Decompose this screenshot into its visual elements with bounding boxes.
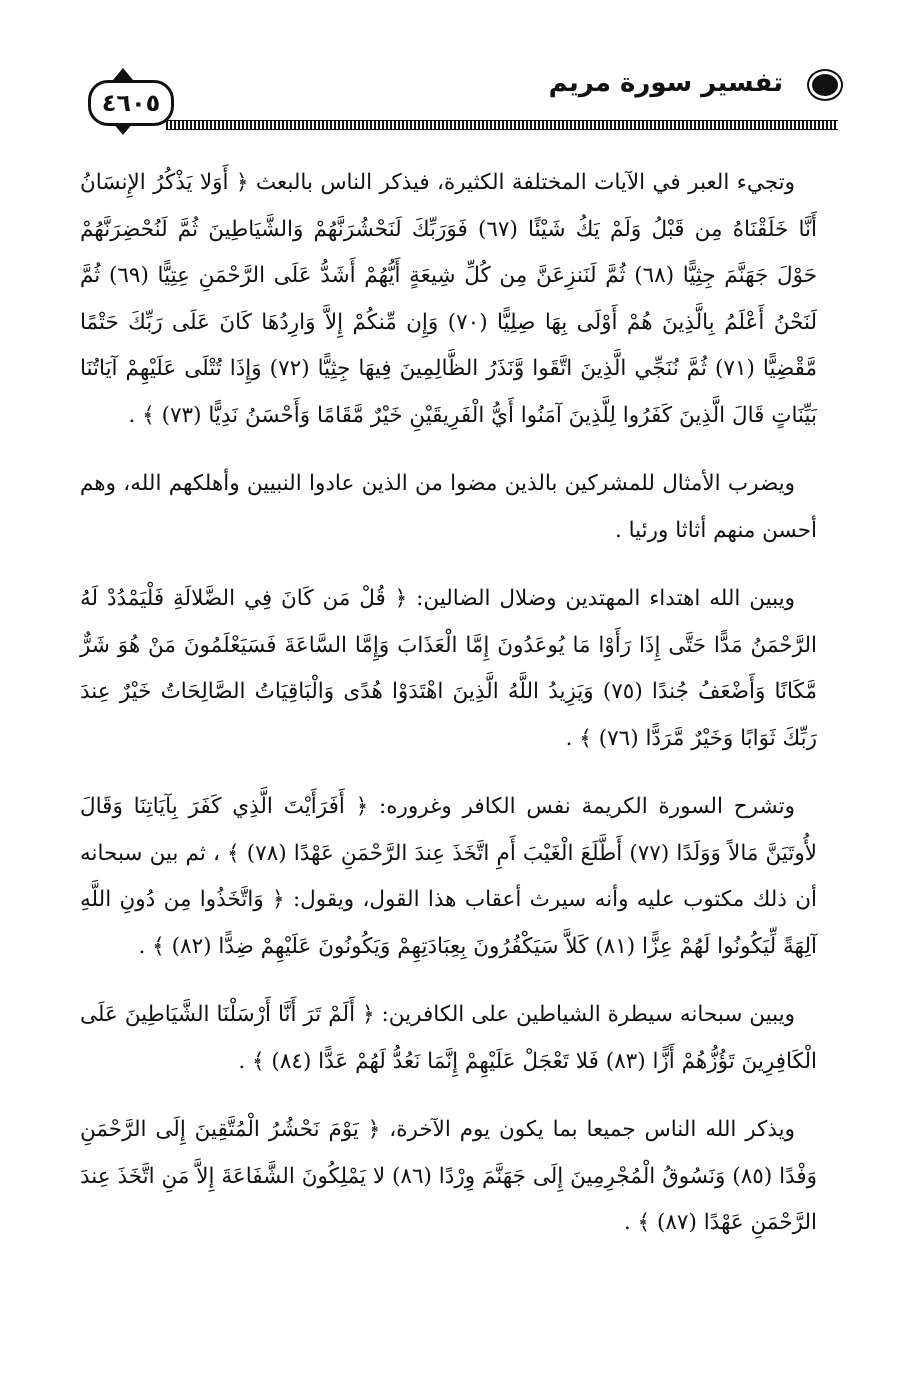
paragraph: وتجيء العبر في الآيات المختلفة الكثيرة، فيذكر الناس بالبعث ﴿ أَوَلا يَذْكُرُ الإِنسَانُ أَنَّا خَلَقْنَاهُ مِن قَبْلُ وَلَمْ يَكُ شَيْئًا (٦٧) فَوَرَبِّكَ لَنَحْشُرَنَّهُمْ وَالشَّيَاطِينَ ثُمَّ لَنُحْضِرَنَّهُمْ حَوْلَ جَهَنَّمَ جِثِيًّا (٦٨) ثُمَّ لَنَنزِعَنَّ مِن كُلِّ شِيعَةٍ أَيُّهُمْ أَشَدُّ عَلَى الرَّحْمَنِ عِتِيًّا (٦٩) ثُمَّ لَنَحْنُ أَعْلَمُ بِالَّذِينَ هُمْ أَوْلَى بِهَا صِلِيًّا (٧٠) وَإِن مِّنكُمْ إِلاَّ وَارِدُهَا كَانَ عَلَى رَبِّكَ حَتْمًا مَّقْضِيًّا (٧١) ثُمَّ نُنَجِّي الَّذِينَ اتَّقَوا وَّنَذَرُ الظَّالِمِينَ فِيهَا جِثِيًّا (٧٢) وَإِذَا تُتْلَى عَلَيْهِمْ آيَاتُنَا بَيِّنَاتٍ قَالَ الَّذِينَ كَفَرُوا لِلَّذِينَ آمَنُوا أَيُّ الْفَرِيقَيْنِ خَيْرٌ مَّقَامًا وَأَحْسَنُ نَدِيًّا (٧٣) ﴾ .: [80, 170, 818, 428]
paragraph: وتشرح السورة الكريمة نفس الكافر وغروره: ﴿ أَفَرَأَيْتَ الَّذِي كَفَرَ بِآيَاتِنَا وَقَالَ لأُوتَيَنَّ مَالاً وَوَلَدًا (٧٧) أَطَّلَعَ الْغَيْبَ أَمِ اتَّخَذَ عِندَ الرَّحْمَنِ عَهْدًا (٧٨) ﴾ ، ثم بين سبحانه أن ذلك مكتوب عليه وأنه سيرث أعقاب هذا القول، ويقول: ﴿ وَاتَّخَذُوا مِن دُونِ اللَّهِ آلِهَةً لِّيَكُونُوا لَهُمْ عِزًّا (٨١) كَلاَّ سَيَكْفُرُونَ بِعِبَادَتِهِمْ وَيَكُونُونَ عَلَيْهِمْ ضِدًّا (٨٢) ﴾ .: [80, 794, 817, 959]
paragraph: ويذكر الله الناس جميعا بما يكون يوم الآخرة، ﴿ يَوْمَ نَحْشُرُ الْمُتَّقِينَ إِلَى الرَّحْمَنِ وَفْدًا (٨٥) وَنَسُوقُ الْمُجْرِمِينَ إِلَى جَهَنَّمَ وِرْدًا (٨٦) لا يَمْلِكُونَ الشَّفَاعَةَ إِلاَّ مَنِ اتَّخَذَ عِندَ الرَّحْمَنِ عَهْدًا (٨٧) ﴾ .: [80, 1117, 817, 1235]
badge-ornament-icon: [113, 123, 133, 135]
paragraph: ويبين الله اهتداء المهتدين وضلال الضالين: ﴿ قُلْ مَن كَانَ فِي الضَّلالَةِ فَلْيَمْدُدْ لَهُ الرَّحْمَنُ مَدًّا حَتَّى إِذَا رَأَوْا مَا يُوعَدُونَ إِمَّا الْعَذَابَ وَإِمَّا السَّاعَةَ فَسَيَعْلَمُونَ مَنْ هُوَ شَرٌّ مَّكَانًا وَأَضْعَفُ جُندًا (٧٥) وَيَزِيدُ اللَّهُ الَّذِينَ اهْتَدَوْا هُدًى وَالْبَاقِيَاتُ الصَّالِحَاتُ خَيْرٌ عِندَ رَبِّكَ ثَوَابًا وَخَيْرٌ مَّرَدًّا (٧٦) ﴾ .: [80, 586, 817, 751]
page-header: [78, 60, 858, 140]
ornament-icon: [812, 74, 838, 96]
header-rule: [166, 120, 838, 130]
page-title: تفسير سورة مريم: [548, 68, 783, 98]
page-number-badge: [88, 80, 174, 126]
badge-ornament-icon: [113, 68, 133, 80]
page-number: ٤٦٠٥: [101, 89, 161, 117]
page-body: [80, 160, 817, 1247]
paragraph: ويبين سبحانه سيطرة الشياطين على الكافرين: ﴿ أَلَمْ تَرَ أَنَّا أَرْسَلْنَا الشَّيَاطِينَ عَلَى الْكَافِرِينَ تَؤُزُّهُمْ أَزًّا (٨٣) فَلا تَعْجَلْ عَلَيْهِمْ إِنَّمَا نَعُدُّ لَهُمْ عَدًّا (٨٤) ﴾ .: [80, 1002, 817, 1074]
paragraph: ويضرب الأمثال للمشركين بالذين مضوا من الذين عادوا النبيين وأهلكهم الله، وهم أحسن منهم أثاثا ورئيا .: [80, 471, 817, 543]
